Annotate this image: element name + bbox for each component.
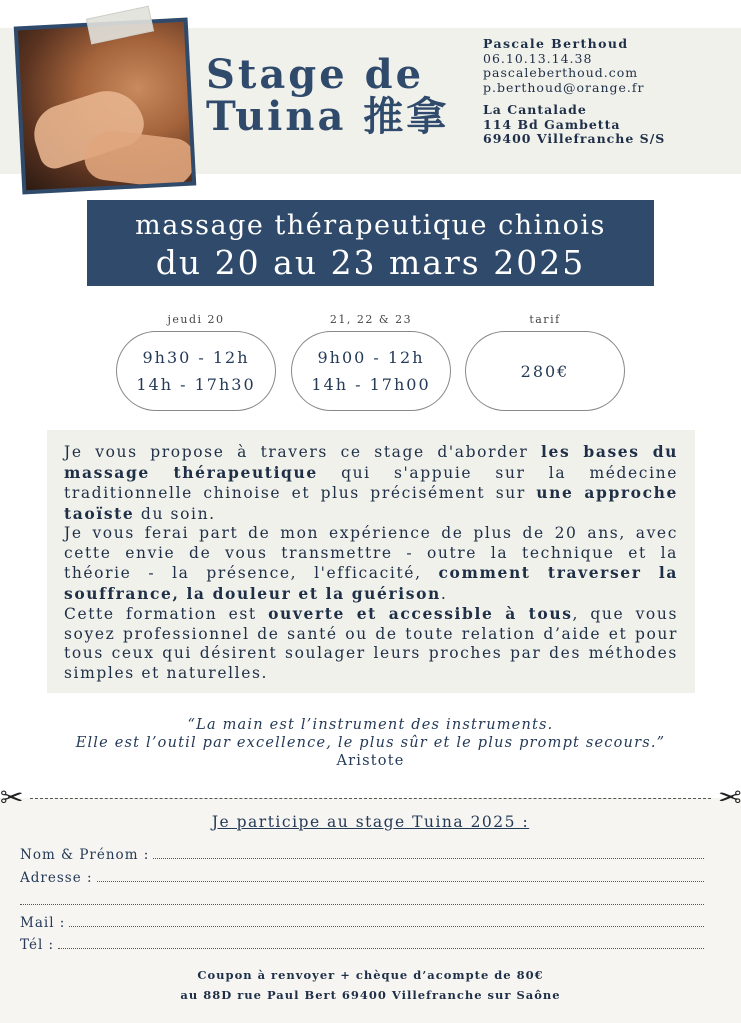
page-title <box>206 51 450 140</box>
name-field-label: Nom & Prénom : <box>20 847 150 863</box>
price-value: 280€ <box>520 361 570 381</box>
schedule-afternoon: 14h - 17h00 <box>311 375 431 394</box>
price-label: tarif <box>529 313 561 326</box>
name-field[interactable] <box>20 847 704 863</box>
coupon-note-line-2: au 88D rue Paul Bert 69400 Villefranche sur Saône <box>180 988 561 1002</box>
schedule-morning: 9h00 - 12h <box>317 348 425 367</box>
schedule-morning: 9h30 - 12h <box>142 348 250 367</box>
address-field-label: Adresse : <box>20 870 93 886</box>
mail-field[interactable] <box>20 915 704 931</box>
massage-image <box>18 22 192 190</box>
price-pill <box>465 331 625 411</box>
venue-name: La Cantalade <box>483 102 587 117</box>
description-paragraph-1: Je vous propose à travers ce stage d'aborder les bases du massage thérapeutique qui s'appuie sur la médecine traditionnelle chinoise et plus précisément sur une approche taoïste du soin. <box>64 442 678 523</box>
description-block <box>47 430 695 693</box>
contact-email: p.berthoud@orange.fr <box>483 79 645 95</box>
mail-field-label: Mail : <box>20 915 66 931</box>
schedule-pill <box>291 331 451 411</box>
contact-phone: 06.10.13.14.38 <box>483 50 593 66</box>
schedule-weekend <box>291 313 451 411</box>
schedule-label: jeudi 20 <box>167 313 225 326</box>
massage-photo <box>14 18 197 195</box>
coupon-note <box>0 965 741 1005</box>
title-line-2: Tuina 推拿 <box>206 93 450 140</box>
banner-subtitle: massage thérapeutique chinois <box>135 210 606 241</box>
quote-line-2: Elle est l’outil par excellence, le plus sûr et le plus prompt secours.” <box>75 735 666 751</box>
schedule-thursday <box>116 313 276 411</box>
contact-website: pascaleberthoud.com <box>483 65 639 80</box>
banner-dates: du 20 au 23 mars 2025 <box>155 243 586 282</box>
contact-name: Pascale Berthoud <box>483 36 629 51</box>
contact-block <box>483 37 665 147</box>
hand-shape <box>82 128 192 191</box>
title-line-1: Stage de <box>206 51 425 98</box>
coupon-note-line-1: Coupon à renvoyer + chèque d’acompte de 80€ <box>197 968 544 982</box>
schedule-pill <box>116 331 276 411</box>
phone-field[interactable] <box>20 937 704 953</box>
schedule-price <box>465 313 625 411</box>
cut-line <box>30 798 711 799</box>
address-field[interactable] <box>20 870 704 886</box>
description-paragraph-3: Cette formation est ouverte et accessible à tous, que vous soyez professionnel de santé ou de toute relation d’aide et pour tous ceux qui désirent soulager leurs proches par des méthodes simples et naturelles. <box>64 604 679 682</box>
scissors-icon: ✂ <box>0 781 24 814</box>
title-banner <box>87 200 654 286</box>
coupon-title: Je participe au stage Tuina 2025 : <box>211 813 530 831</box>
venue-street: 114 Bd Gambetta <box>483 116 621 132</box>
quote-block <box>0 716 741 770</box>
description-paragraph-2: Je vous ferai part de mon expérience de plus de 20 ans, avec cette envie de vous transmettre - outre la technique et la théorie - la présence, l'efficacité, comment traverser la souffrance, la douleur et la guérison. <box>64 524 678 603</box>
quote-line-1: “La main est l’instrument des instruments. <box>187 717 554 733</box>
address-field-line-2[interactable] <box>20 893 704 905</box>
scissors-icon: ✂ <box>717 781 741 814</box>
quote-author: Aristote <box>336 753 405 769</box>
schedule-label: 21, 22 & 23 <box>329 313 413 326</box>
venue-city: 69400 Villefranche S/S <box>483 131 666 146</box>
schedule-afternoon: 14h - 17h30 <box>136 375 256 394</box>
phone-field-label: Tél : <box>20 937 55 953</box>
